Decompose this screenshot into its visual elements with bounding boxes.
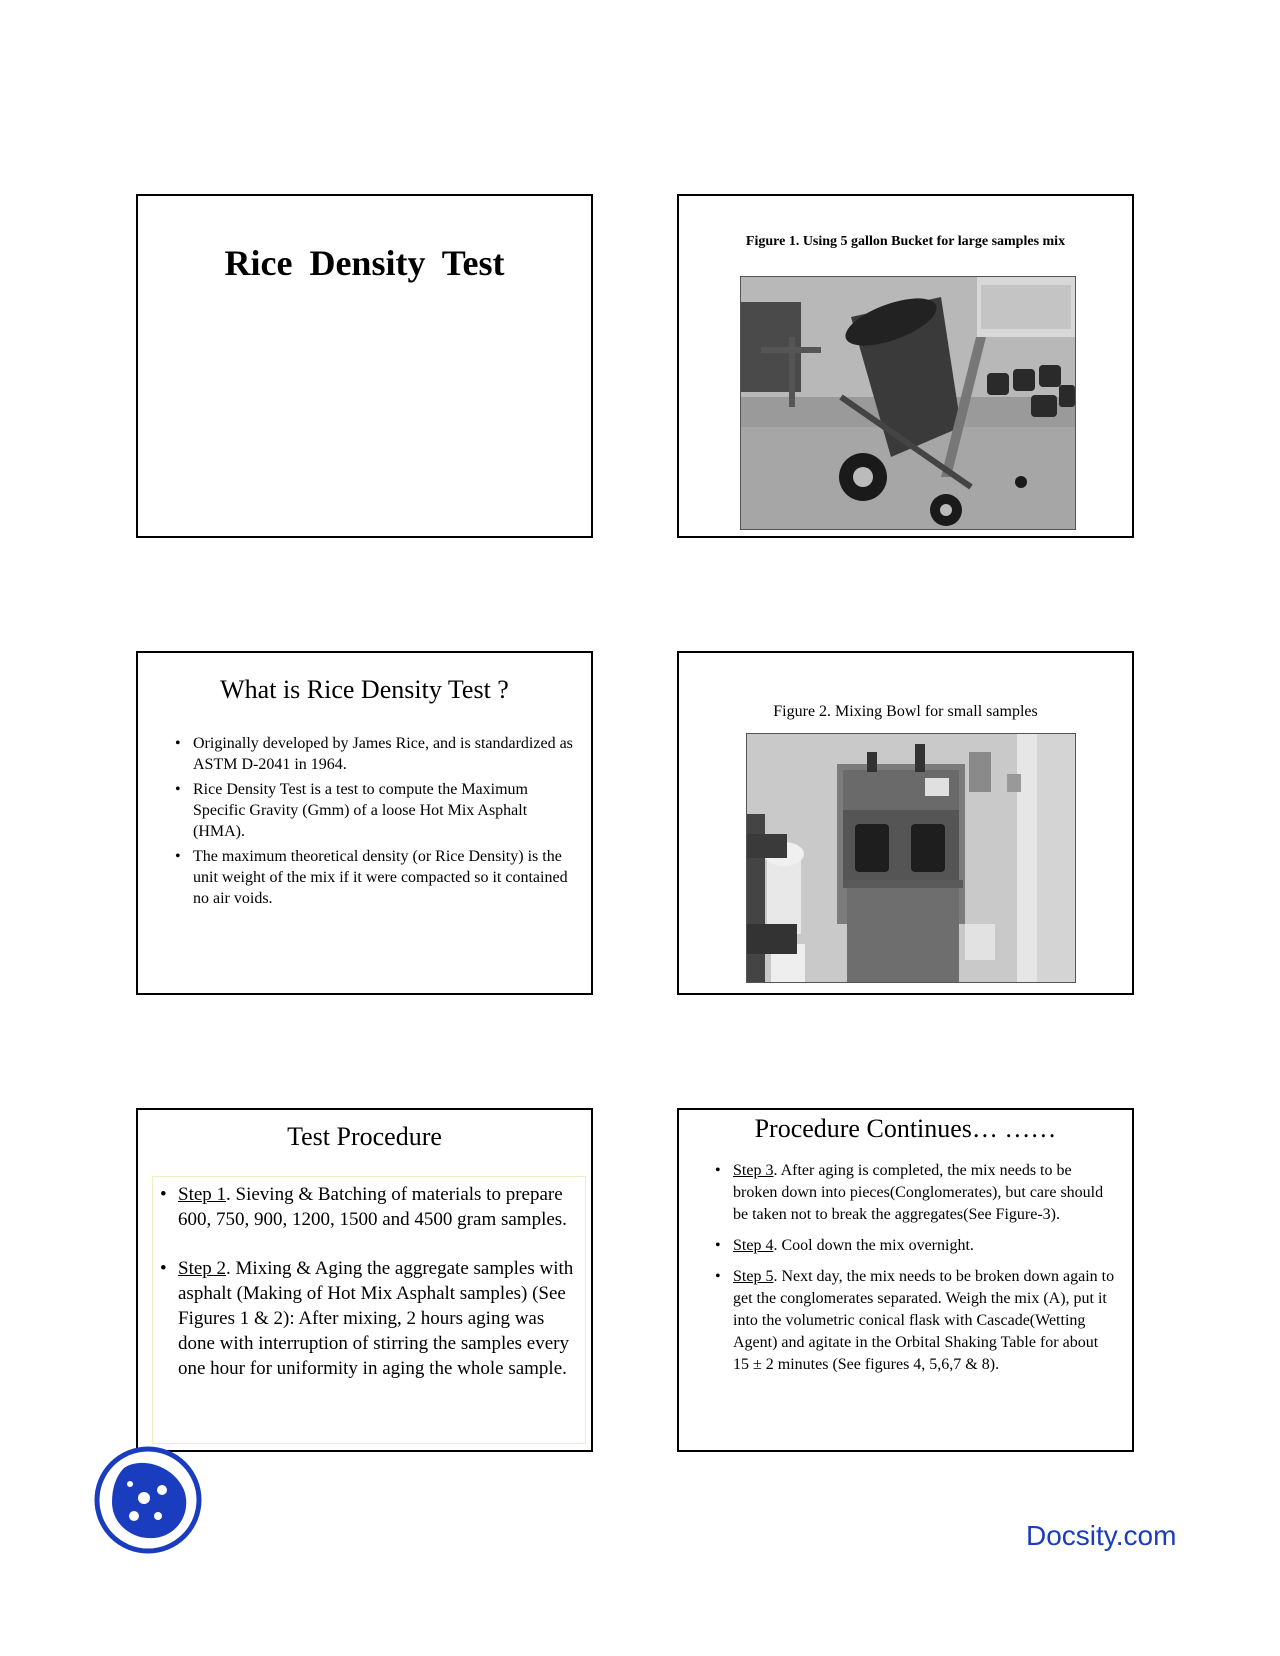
slide-title: Test Procedure — [287, 1122, 442, 1151]
step-list — [160, 1182, 574, 1381]
bucket-mixer-photo — [740, 276, 1076, 530]
step-list — [715, 1160, 1115, 1376]
list-item: • The maximum theoretical density (or Rice Density) is the unit weight of the mix if it were compacted so it contained no air voids. — [175, 846, 575, 909]
slide-2 — [677, 194, 1134, 538]
slide-1 — [136, 194, 593, 538]
list-item: • Rice Density Test is a test to compute the Maximum Specific Gravity (Gmm) of a loose Hot Mix Asphalt (HMA). — [175, 779, 575, 842]
list-item: • Step 2. Mixing & Aging the aggregate samples with asphalt (Making of Hot Mix Asphalt samples) (See Figures 1 & 2): After mixing, 2 hours aging was done with interruption of stirring the samples every one hour for uniformity in aging the whole sample. — [160, 1256, 574, 1381]
bullet-list — [175, 733, 575, 909]
list-item: • Originally developed by James Rice, and is standardized as ASTM D-2041 in 1964. — [175, 733, 575, 775]
list-item: • Step 5. Next day, the mix needs to be broken down again to get the conglomerates separated. Weigh the mix (A), put it into the volumetric conical flask with Cascade(Wetting Agent) and agitate in the Orbital Shaking Table for about 15 ± 2 minutes (See figures 4, 5,6,7 & 8). — [715, 1266, 1115, 1376]
figure-caption: Figure 2. Mixing Bowl for small samples — [773, 703, 1038, 720]
slide-3 — [136, 651, 593, 995]
slide-title: Rice Density Test — [224, 243, 505, 283]
docsity-brand[interactable]: Docsity.com — [1026, 1520, 1177, 1551]
slide-6 — [677, 1108, 1134, 1452]
slide-5 — [136, 1108, 593, 1452]
figure-caption: Figure 1. Using 5 gallon Bucket for large samples mix — [745, 234, 1066, 249]
list-item: • Step 3. After aging is completed, the mix needs to be broken down into pieces(Conglomerates), but care should be taken not to break the aggregates(See Figure-3). — [715, 1160, 1115, 1226]
slide-4 — [677, 651, 1134, 995]
mixing-bowl-photo — [746, 733, 1076, 983]
slide-title: Procedure Continues… …… — [754, 1114, 1057, 1143]
docsity-logo-icon — [94, 1446, 202, 1554]
list-item: • Step 1. Sieving & Batching of materials to prepare 600, 750, 900, 1200, 1500 and 4500 gram samples. — [160, 1182, 574, 1232]
list-item: • Step 4. Cool down the mix overnight. — [715, 1235, 1115, 1257]
slide-title: What is Rice Density Test ? — [220, 675, 509, 704]
